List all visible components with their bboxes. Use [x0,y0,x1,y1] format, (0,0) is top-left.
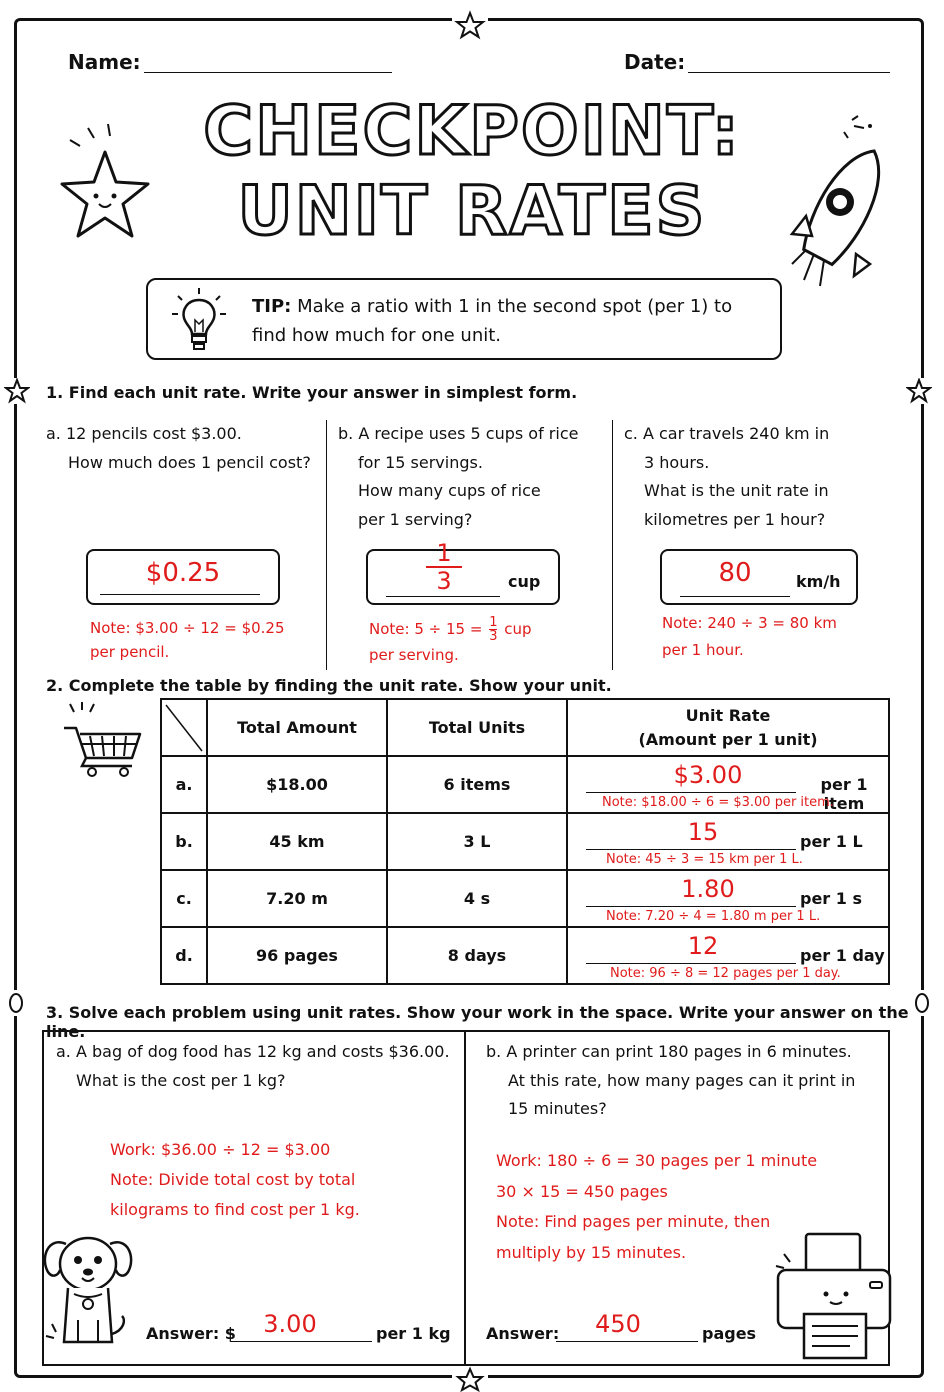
tip-text [252,292,772,350]
rate-cell[interactable] [567,813,889,870]
units-cell: 8 days [387,927,567,984]
date-field[interactable] [688,72,890,73]
answer-label-3a: Answer: $ [146,1324,236,1343]
question-line: 3 hours. [644,452,710,472]
column-header-line: (Amount per 1 unit) [638,729,818,749]
work-line: Work: 180 ÷ 6 = 30 pages per 1 minute [496,1151,818,1170]
question-line: How much does 1 pencil cost? [68,452,311,472]
section-3-heading: 3. Solve each problem using unit rates. Show your work in the space. Write your answer on the line. [46,1003,909,1041]
row-label: a. [161,756,207,813]
answer-line [100,594,260,595]
amount-cell: 96 pages [207,927,387,984]
unit-1b: cup [508,572,541,591]
right-star-icon [906,378,932,404]
shopping-cart-icon [60,700,150,780]
answer-1a: $0.25 [145,558,221,588]
rate-cell[interactable] [567,927,889,984]
fraction-denominator: 3 [426,566,462,594]
rate-unit: per 1 s [800,889,862,908]
work-3a [110,1135,360,1225]
left-diamond-icon [6,990,26,1016]
units-cell: 6 items [387,756,567,813]
question-line: c. A car travels 240 km in [624,424,830,443]
answer-line [386,596,500,597]
rate-answer: 12 [687,932,719,960]
note-line: per 1 hour. [662,641,744,659]
rate-note: Note: 7.20 ÷ 4 = 1.80 m per 1 L. [606,909,821,924]
tip-line-1: Make a ratio with 1 in the second spot (per 1) to [297,296,733,317]
rate-note: Note: 45 ÷ 3 = 15 km per 1 L. [606,852,803,867]
question-line: 15 minutes? [508,1099,607,1118]
note-text: Note: 5 ÷ 15 = [369,620,483,638]
question-3b [486,1038,855,1124]
rate-unit: per 1 L [800,832,863,851]
tip-bold: TIP: [252,296,292,317]
note-1a [90,616,285,664]
answer-line [586,963,796,964]
question-line: What is the unit rate in [644,481,829,500]
rate-answer: 1.80 [681,875,735,903]
tip-line-2: find how much for one unit. [252,325,502,346]
amount-cell: 45 km [207,813,387,870]
work-line: Note: Divide total cost by total [110,1170,356,1189]
question-3a [56,1038,450,1095]
date-label: Date: [624,50,686,74]
divider [612,420,613,670]
question-line: kilometres per 1 hour? [644,509,826,529]
question-line: What is the cost per 1 kg? [76,1070,286,1090]
name-field[interactable] [144,72,392,73]
puppy-icon [38,1224,138,1364]
unit-1c: km/h [796,572,841,591]
question-line: per 1 serving? [358,509,473,529]
title-line-2: UNIT RATES [237,172,707,251]
table-row [161,870,889,927]
rocket-icon [784,104,894,304]
answer-line [230,1341,372,1342]
question-1c [624,420,829,534]
note-1b [369,616,609,667]
units-cell: 3 L [387,813,567,870]
top-star-icon [452,10,488,40]
work-line: Work: $36.00 ÷ 12 = $3.00 [110,1140,331,1159]
note-line: per pencil. [90,643,170,661]
row-label: c. [161,870,207,927]
column-header-line: Unit Rate [685,705,771,725]
answer-3b[interactable]: 450 [595,1310,641,1338]
question-1a [46,420,311,477]
amount-cell: $18.00 [207,756,387,813]
table-row [161,813,889,870]
answer-line [586,849,796,850]
table-row [161,927,889,984]
work-line: kilograms to find cost per 1 kg. [110,1200,360,1219]
unit-rate-table [160,698,890,985]
rate-cell[interactable] [567,756,889,813]
rate-unit: per 1 day [800,946,885,965]
answer-line [556,1341,698,1342]
question-line: a. A bag of dog food has 12 kg and costs $36.00. [56,1042,450,1061]
column-header: Total Amount [207,699,387,756]
row-label: b. [161,813,207,870]
section-1-heading: 1. Find each unit rate. Write your answer in simplest form. [46,383,578,402]
note-line: Note: $3.00 ÷ 12 = $0.25 [90,619,285,637]
rate-answer: $3.00 [673,761,743,789]
answer-line [586,792,796,793]
fraction-numerator: 1 [436,539,452,567]
answer-label-3b: Answer: [486,1324,560,1343]
answer-1c: 80 [718,558,752,588]
rate-note: Note: 96 ÷ 8 = 12 pages per 1 day. [610,966,841,981]
column-header [567,699,889,756]
answer-1b-fraction [426,540,462,594]
note-unit: cup [504,620,532,638]
question-line: At this rate, how many pages can it print in [508,1070,856,1090]
answer-3a[interactable]: 3.00 [263,1310,317,1338]
work-line: multiply by 15 minutes. [496,1242,687,1262]
note-line: per serving. [369,646,459,664]
question-line: How many cups of rice [358,481,541,500]
answer-line [680,596,790,597]
note-line: Note: 240 ÷ 3 = 80 km [662,614,837,632]
table-row [161,756,889,813]
work-line: 30 × 15 = 450 pages [496,1181,668,1201]
title-line-1: CHECKPOINT: [203,92,741,171]
answer-line [586,906,796,907]
lightbulb-icon [164,286,234,356]
column-header: Total Units [387,699,567,756]
unit-3a: per 1 kg [376,1324,451,1343]
question-line: for 15 servings. [358,452,483,472]
star-icon [50,112,160,252]
unit-3b: pages [702,1324,757,1343]
work-line: Note: Find pages per minute, then [496,1212,771,1231]
name-label: Name: [68,50,141,74]
left-star-icon [4,378,30,404]
question-1b [338,420,578,534]
units-cell: 4 s [387,870,567,927]
work-3b [496,1146,817,1268]
divider [326,420,327,670]
rate-unit: per 1 item [820,775,868,813]
question-line: a. 12 pencils cost $3.00. [46,424,242,443]
rate-cell[interactable] [567,870,889,927]
note-1c [662,611,837,662]
corner-cell [161,699,207,756]
rate-note: Note: $18.00 ÷ 6 = $3.00 per item. [602,795,834,810]
question-line: b. A recipe uses 5 cups of rice [338,424,579,443]
fraction-numerator: 1 [489,615,498,630]
section-2-heading: 2. Complete the table by finding the unit rate. Show your unit. [46,676,612,695]
row-label: d. [161,927,207,984]
rate-answer: 15 [687,818,719,846]
question-line: b. A printer can print 180 pages in 6 minutes. [486,1042,852,1061]
fraction-denominator: 3 [489,629,498,644]
bottom-star-icon [452,1366,488,1392]
printer-icon [770,1228,894,1362]
amount-cell: 7.20 m [207,870,387,927]
